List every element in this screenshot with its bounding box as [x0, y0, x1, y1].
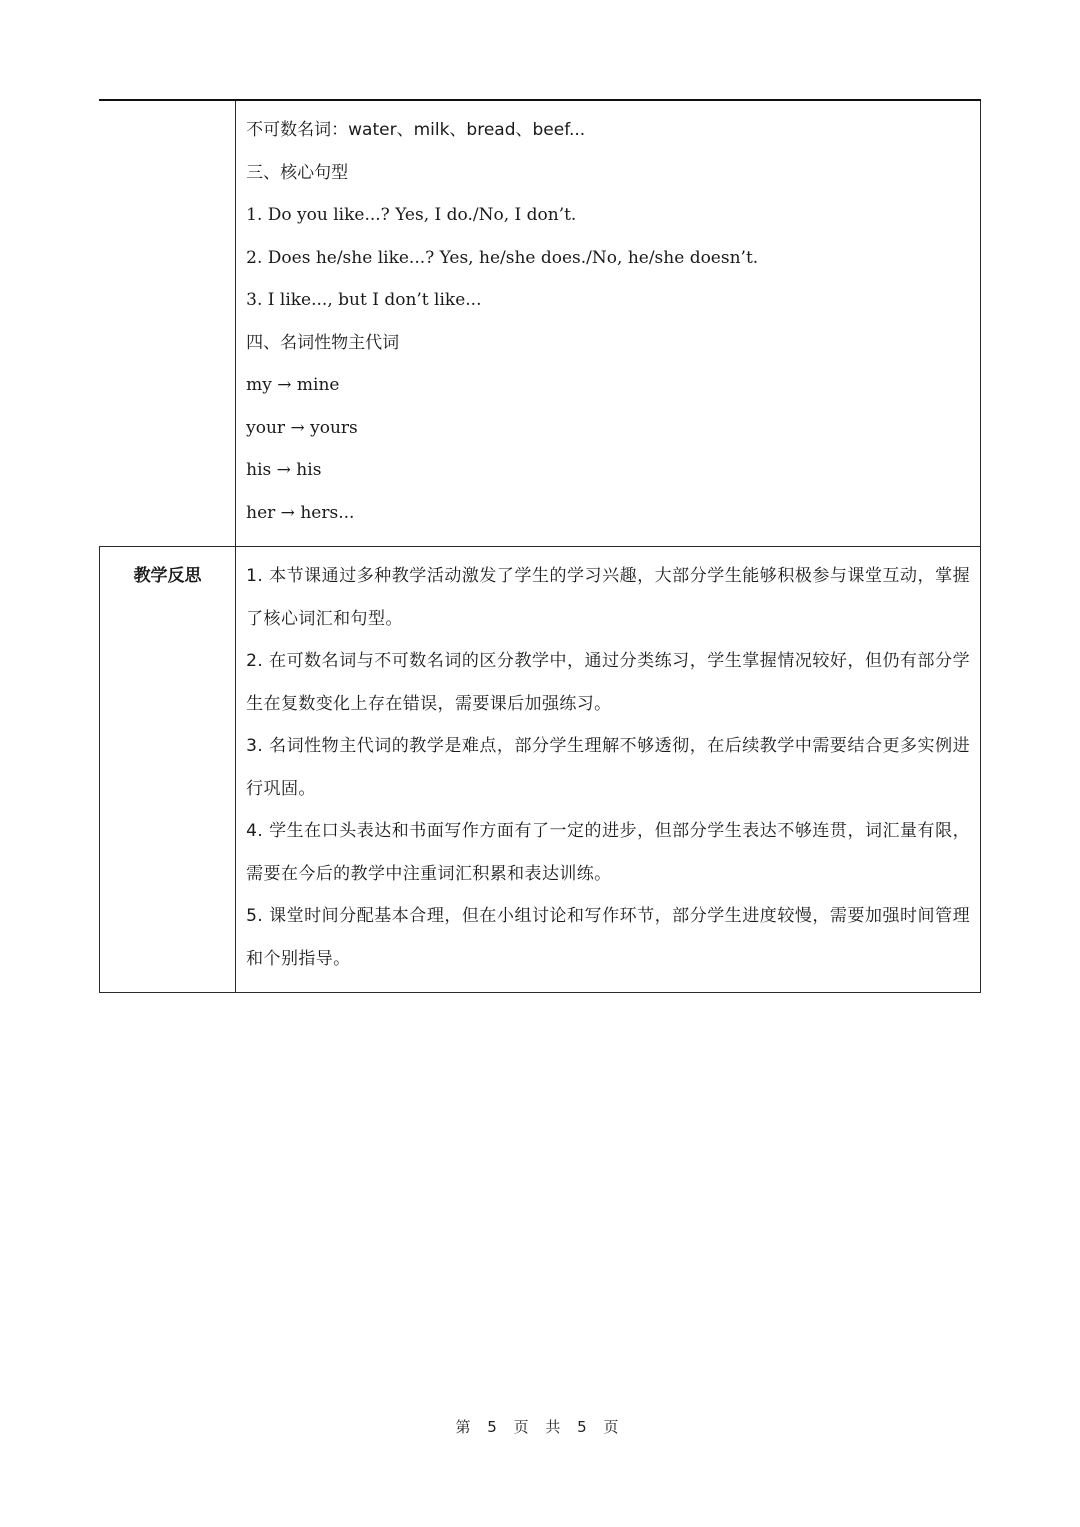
reflection-body-cell	[236, 547, 981, 993]
pronoun-pair-your: your → yours	[246, 417, 358, 438]
section-heading-possessive-pronouns: 四、名词性物主代词	[246, 332, 400, 353]
section-heading-core-sentences: 三、核心句型	[246, 162, 349, 183]
uncountable-nouns-line: 不可数名词：water、milk、bread、beef...	[246, 120, 586, 140]
reflection-row	[100, 547, 981, 993]
content-body-cell	[236, 100, 981, 547]
page-number-footer: 第 5 页 共 5 页	[455, 1418, 625, 1436]
reflection-item-5: 5. 课堂时间分配基本合理，但在小组讨论和写作环节，部分学生进度较慢，需要加强时间管理和个别指导。	[246, 906, 970, 969]
reflection-item-2: 2. 在可数名词与不可数名词的区分教学中，通过分类练习，学生掌握情况较好，但仍有部分学生在复数变化上存在错误，需要课后加强练习。	[246, 651, 970, 714]
reflection-item-3: 3. 名词性物主代词的教学是难点，部分学生理解不够透彻，在后续教学中需要结合更多实例进行巩固。	[246, 736, 970, 799]
lesson-plan-table	[99, 99, 981, 993]
pronoun-pair-her: her → hers...	[246, 502, 355, 523]
reflection-item-4: 4. 学生在口头表达和书面写作方面有了一定的进步，但部分学生表达不够连贯，词汇量有限，需要在今后的教学中注重词汇积累和表达训练。	[246, 821, 970, 884]
reflection-item-1: 1. 本节课通过多种教学活动激发了学生的学习兴趣，大部分学生能够积极参与课堂互动，掌握了核心词汇和句型。	[246, 566, 970, 629]
sentence-pattern-3: 3. I like..., but I don’t like...	[246, 290, 482, 310]
pronoun-pair-his: his → his	[246, 460, 322, 480]
reflection-label: 教学反思	[100, 547, 236, 993]
content-row	[100, 100, 981, 547]
content-label-cell	[100, 100, 236, 547]
sentence-pattern-1: 1. Do you like...? Yes, I do./No, I don’t.	[246, 205, 577, 225]
pronoun-pair-my: my → mine	[246, 375, 340, 395]
sentence-pattern-2: 2. Does he/she like...? Yes, he/she does./No, he/she doesn’t.	[246, 247, 759, 268]
